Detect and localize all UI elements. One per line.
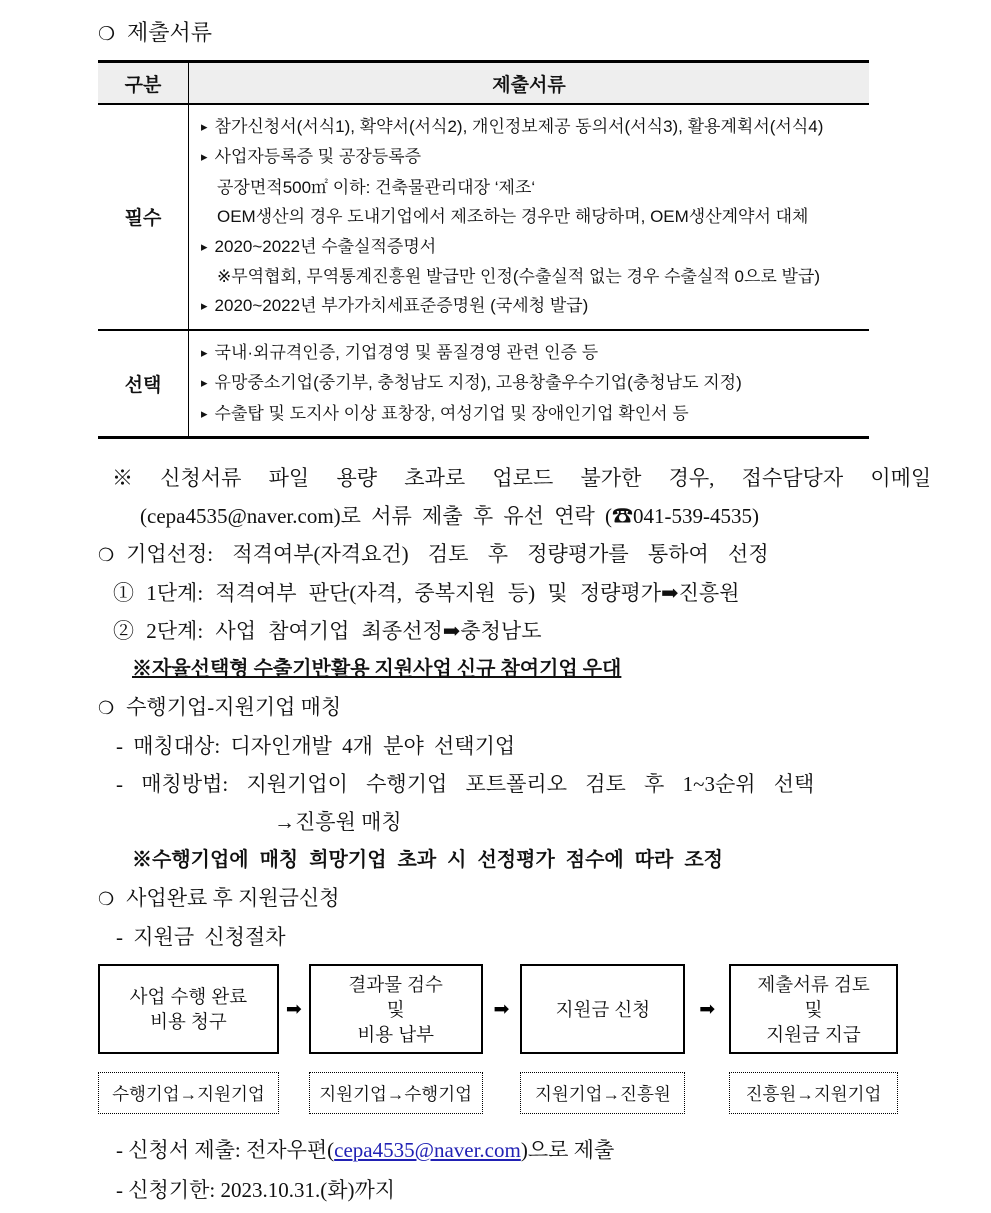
documents-header: 제출서류 bbox=[492, 74, 566, 96]
triangle-bullet-icon: ▸ bbox=[201, 344, 208, 360]
table-line-text: 사업자등록증 및 공장등록증 bbox=[214, 147, 422, 167]
submission-table bbox=[98, 60, 869, 439]
table-line bbox=[201, 262, 869, 291]
party-gap bbox=[685, 1072, 729, 1114]
company-selection-heading bbox=[98, 535, 958, 574]
matching-heading-text: 수행기업-지원기업 매칭 bbox=[126, 695, 342, 720]
table-line-text: OEM생산의 경우 도내기업에서 제조하는 경우만 해당하며, OEM생산계약서 대체 bbox=[217, 207, 809, 227]
triangle-bullet-icon: ▸ bbox=[201, 298, 208, 314]
flow-parties-row bbox=[98, 1072, 898, 1114]
required-row-content bbox=[189, 105, 869, 329]
selection-step-2: ② 2단계: 사업 참여기업 최종선정➡충청남도 bbox=[113, 619, 542, 644]
grant-procedure-flow bbox=[98, 964, 898, 1054]
triangle-bullet-icon: ▸ bbox=[201, 149, 208, 165]
page-title-text: 제출서류 bbox=[127, 20, 213, 45]
footer-notes bbox=[98, 1130, 991, 1210]
table-line bbox=[201, 291, 869, 321]
table-line bbox=[201, 202, 869, 231]
flow-step-3-line: 지원금 신청 bbox=[555, 998, 651, 1020]
matching-heading bbox=[98, 688, 958, 727]
flow-step-1-line: 비용 청구 bbox=[150, 1011, 227, 1033]
flow-step-3 bbox=[520, 964, 685, 1054]
circle-bullet-icon: ❍ bbox=[98, 24, 116, 45]
table-line bbox=[201, 232, 869, 262]
table-line-text: 2020~2022년 부가가치세표준증명원 (국세청 발급) bbox=[214, 296, 589, 316]
submit-line bbox=[98, 1130, 991, 1170]
party-gap bbox=[279, 1072, 309, 1114]
optional-row-content bbox=[189, 331, 869, 436]
matching-adjust-note: ※수행기업에 매칭 희망기업 초과 시 선정평가 점수에 따라 조정 bbox=[132, 849, 723, 872]
table-line bbox=[201, 142, 869, 172]
table-header-row bbox=[98, 63, 869, 105]
table-line-text: 유망중소기업(중기부, 충청남도 지정), 고용창출우수기업(충청남도 지정) bbox=[214, 373, 742, 393]
category-header: 구분 bbox=[98, 63, 189, 103]
table-line bbox=[201, 112, 869, 142]
flow-step-4-line: 제출서류 검토 bbox=[757, 973, 870, 995]
table-line-text: 공장면적500㎡ 이하: 건축물관리대장 ‘제조‘ bbox=[217, 177, 536, 197]
flow-step-2-line: 결과물 검수 bbox=[348, 973, 443, 995]
flow-arrow-icon: ➡ bbox=[493, 998, 510, 1020]
party-box-2: 지원기업→수행기업 bbox=[309, 1072, 483, 1114]
circle-bullet-icon: ❍ bbox=[98, 545, 115, 566]
required-row-label: 필수 bbox=[98, 105, 189, 329]
selection-step-1: ① 1단계: 적격여부 판단(자격, 중복지원 등) 및 정량평가➡진흥원 bbox=[113, 581, 740, 606]
submit-line-suffix: )으로 제출 bbox=[520, 1138, 615, 1163]
triangle-bullet-icon: ▸ bbox=[201, 238, 208, 254]
table-line bbox=[201, 368, 869, 398]
flow-step-1-line: 사업 수행 완료 bbox=[129, 986, 248, 1008]
table-line-text: ※무역협회, 무역통계진흥원 발급만 인정(수출실적 없는 경우 수출실적 0으로 발급) bbox=[217, 267, 821, 287]
table-line bbox=[201, 173, 869, 202]
flow-arrow-icon: ➡ bbox=[285, 998, 302, 1020]
procedure-label: - 지원금 신청절차 bbox=[116, 925, 286, 950]
flow-step-2 bbox=[309, 964, 483, 1054]
file-size-note-line1: ※ 신청서류 파일 용량 초과로 업로드 불가한 경우, 접수담당자 이메일 bbox=[112, 466, 932, 491]
flow-step-4-line: 및 bbox=[804, 998, 823, 1020]
matching-method-line: - 매칭방법: 지원기업이 수행기업 포트폴리오 검토 후 1~3순위 선택 bbox=[116, 772, 815, 797]
circle-bullet-icon: ❍ bbox=[98, 889, 115, 910]
party-box-4: 진흥원→지원기업 bbox=[729, 1072, 898, 1114]
flow-step-4-line: 지원금 지급 bbox=[766, 1023, 861, 1045]
body-text bbox=[98, 459, 958, 956]
table-line-text: 수출탑 및 도지사 이상 표창장, 여성기업 및 장애인기업 확인서 등 bbox=[214, 403, 689, 423]
matching-target-line: - 매칭대상: 디자인개발 4개 분야 선택기업 bbox=[116, 734, 516, 759]
email-link[interactable]: cepa4535@naver.com bbox=[334, 1138, 521, 1163]
matching-method-continuation: →진흥원 매칭 bbox=[274, 810, 402, 835]
new-participant-preference-note: ※자율선택형 수출기반활용 지원사업 신규 참여기업 우대 bbox=[132, 658, 622, 681]
party-gap bbox=[483, 1072, 521, 1114]
triangle-bullet-icon: ▸ bbox=[201, 405, 208, 421]
flow-step-2-line: 비용 납부 bbox=[357, 1023, 434, 1045]
table-line-text: 국내·외규격인증, 기업경영 및 품질경영 관련 인증 등 bbox=[214, 342, 599, 362]
party-box-1: 수행기업→지원기업 bbox=[98, 1072, 279, 1114]
required-row bbox=[98, 105, 869, 331]
party-box-3: 지원기업→진흥원 bbox=[520, 1072, 685, 1114]
triangle-bullet-icon: ▸ bbox=[201, 375, 208, 391]
flow-step-2-line: 및 bbox=[386, 998, 405, 1020]
deadline-line: - 신청기한: 2023.10.31.(화)까지 bbox=[116, 1178, 396, 1203]
flow-step-1 bbox=[98, 964, 279, 1054]
flow-arrow-icon: ➡ bbox=[699, 998, 716, 1020]
file-size-note-line2: (cepa4535@naver.com)로 서류 제출 후 유선 연락 (☎041-539-4535) bbox=[140, 504, 760, 529]
optional-row bbox=[98, 331, 869, 436]
flow-step-4 bbox=[729, 964, 898, 1054]
completion-heading-text: 사업완료 후 지원금신청 bbox=[126, 886, 340, 911]
circle-bullet-icon: ❍ bbox=[98, 698, 115, 719]
page-title bbox=[98, 16, 991, 52]
table-line-text: 2020~2022년 수출실적증명서 bbox=[214, 236, 437, 256]
optional-row-label: 선택 bbox=[98, 331, 189, 436]
company-selection-text: 기업선정: 적격여부(자격요건) 검토 후 정량평가를 통하여 선정 bbox=[126, 542, 769, 567]
table-line-text: 참가신청서(서식1), 확약서(서식2), 개인정보제공 동의서(서식3), 활용계획서(서식4) bbox=[214, 117, 824, 136]
completion-heading bbox=[98, 879, 958, 918]
triangle-bullet-icon: ▸ bbox=[201, 119, 208, 134]
table-line bbox=[201, 338, 869, 368]
table-line bbox=[201, 399, 869, 429]
submit-line-prefix: - 신청서 제출: 전자우편( bbox=[116, 1138, 335, 1163]
